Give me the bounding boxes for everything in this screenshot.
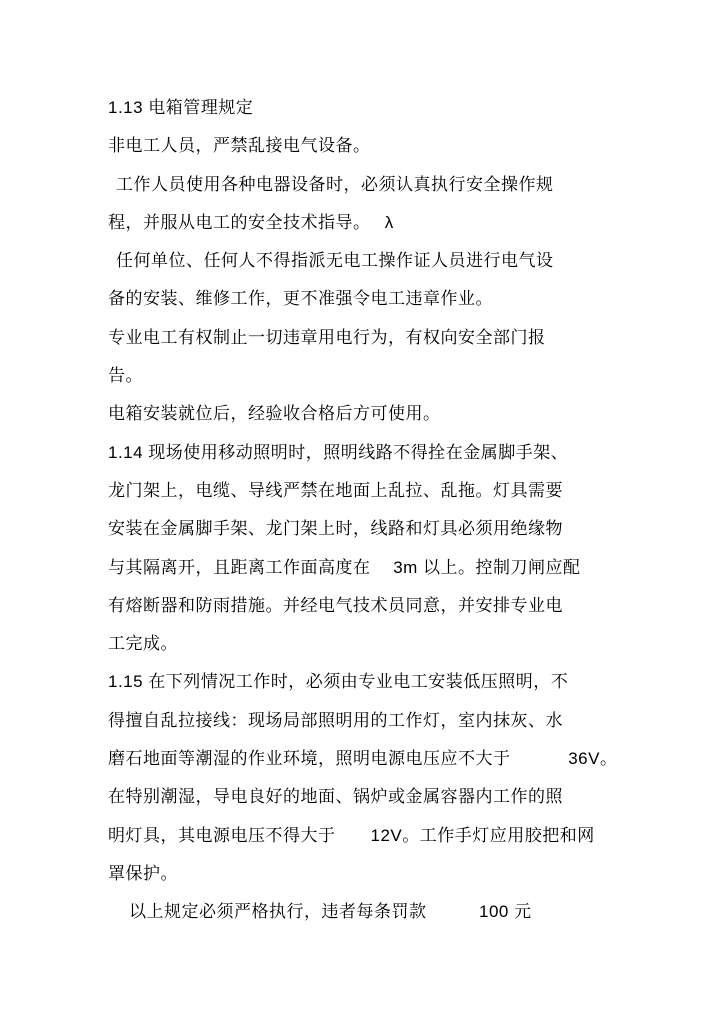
text-line: 备的安装、维修工作，更不准强令电工违章作业。 — [108, 289, 493, 309]
text-line: 有熔断器和防雨措施。并经电气技术员同意，并安排专业电 — [108, 595, 563, 615]
text-line: 安装在金属脚手架、龙门架上时，线路和灯具必须用绝缘物 — [108, 519, 563, 539]
text-line: 1.13 电箱管理规定 — [108, 98, 254, 117]
document-text-block — [108, 89, 708, 932]
text-line: 与其隔离开，且距离工作面高度在 3m 以上。控制刀闸应配 — [108, 557, 581, 577]
text-line: 非电工人员，严禁乱接电气设备。 — [108, 136, 371, 156]
text-line: 在特别潮湿，导电良好的地面、锅炉或金属容器内工作的照 — [108, 787, 563, 807]
text-line: 告。 — [108, 366, 143, 386]
text-line: 工作人员使用各种电器设备时，必须认真执行安全操作规 — [116, 174, 554, 194]
text-line: 以上规定必须严格执行，违者每条罚款 100 元 — [129, 902, 532, 922]
text-line: 工完成。 — [108, 634, 178, 654]
text-line: 专业电工有权制止一切违章用电行为，有权向安全部门报 — [108, 327, 546, 347]
text-line: 得擅自乱拉接线：现场局部照明用的工作灯，室内抹灰、水 — [108, 710, 563, 730]
text-line: 明灯具，其电源电压不得大于 12V。工作手灯应用胶把和网 — [108, 825, 595, 845]
text-line: 1.14 现场使用移动照明时，照明线路不得拴在金属脚手架、 — [108, 442, 569, 462]
text-line: 任何单位、任何人不得指派无电工操作证人员进行电气设 — [116, 251, 554, 271]
text-line: 龙门架上，电缆、导线严禁在地面上乱拉、乱拖。灯具需要 — [108, 480, 563, 500]
text-line: 罩保护。 — [108, 863, 178, 883]
text-line: 1.15 在下列情况工作时，必须由专业电工安装低压照明，不 — [108, 672, 569, 692]
text-line: 磨石地面等潮湿的作业环境，照明电源电压应不大于 36V。 — [108, 749, 618, 769]
text-line: 电箱安装就位后，经验收合格后方可使用。 — [108, 404, 441, 424]
text-line: 程，并服从电工的安全技术指导。 λ — [108, 212, 394, 232]
